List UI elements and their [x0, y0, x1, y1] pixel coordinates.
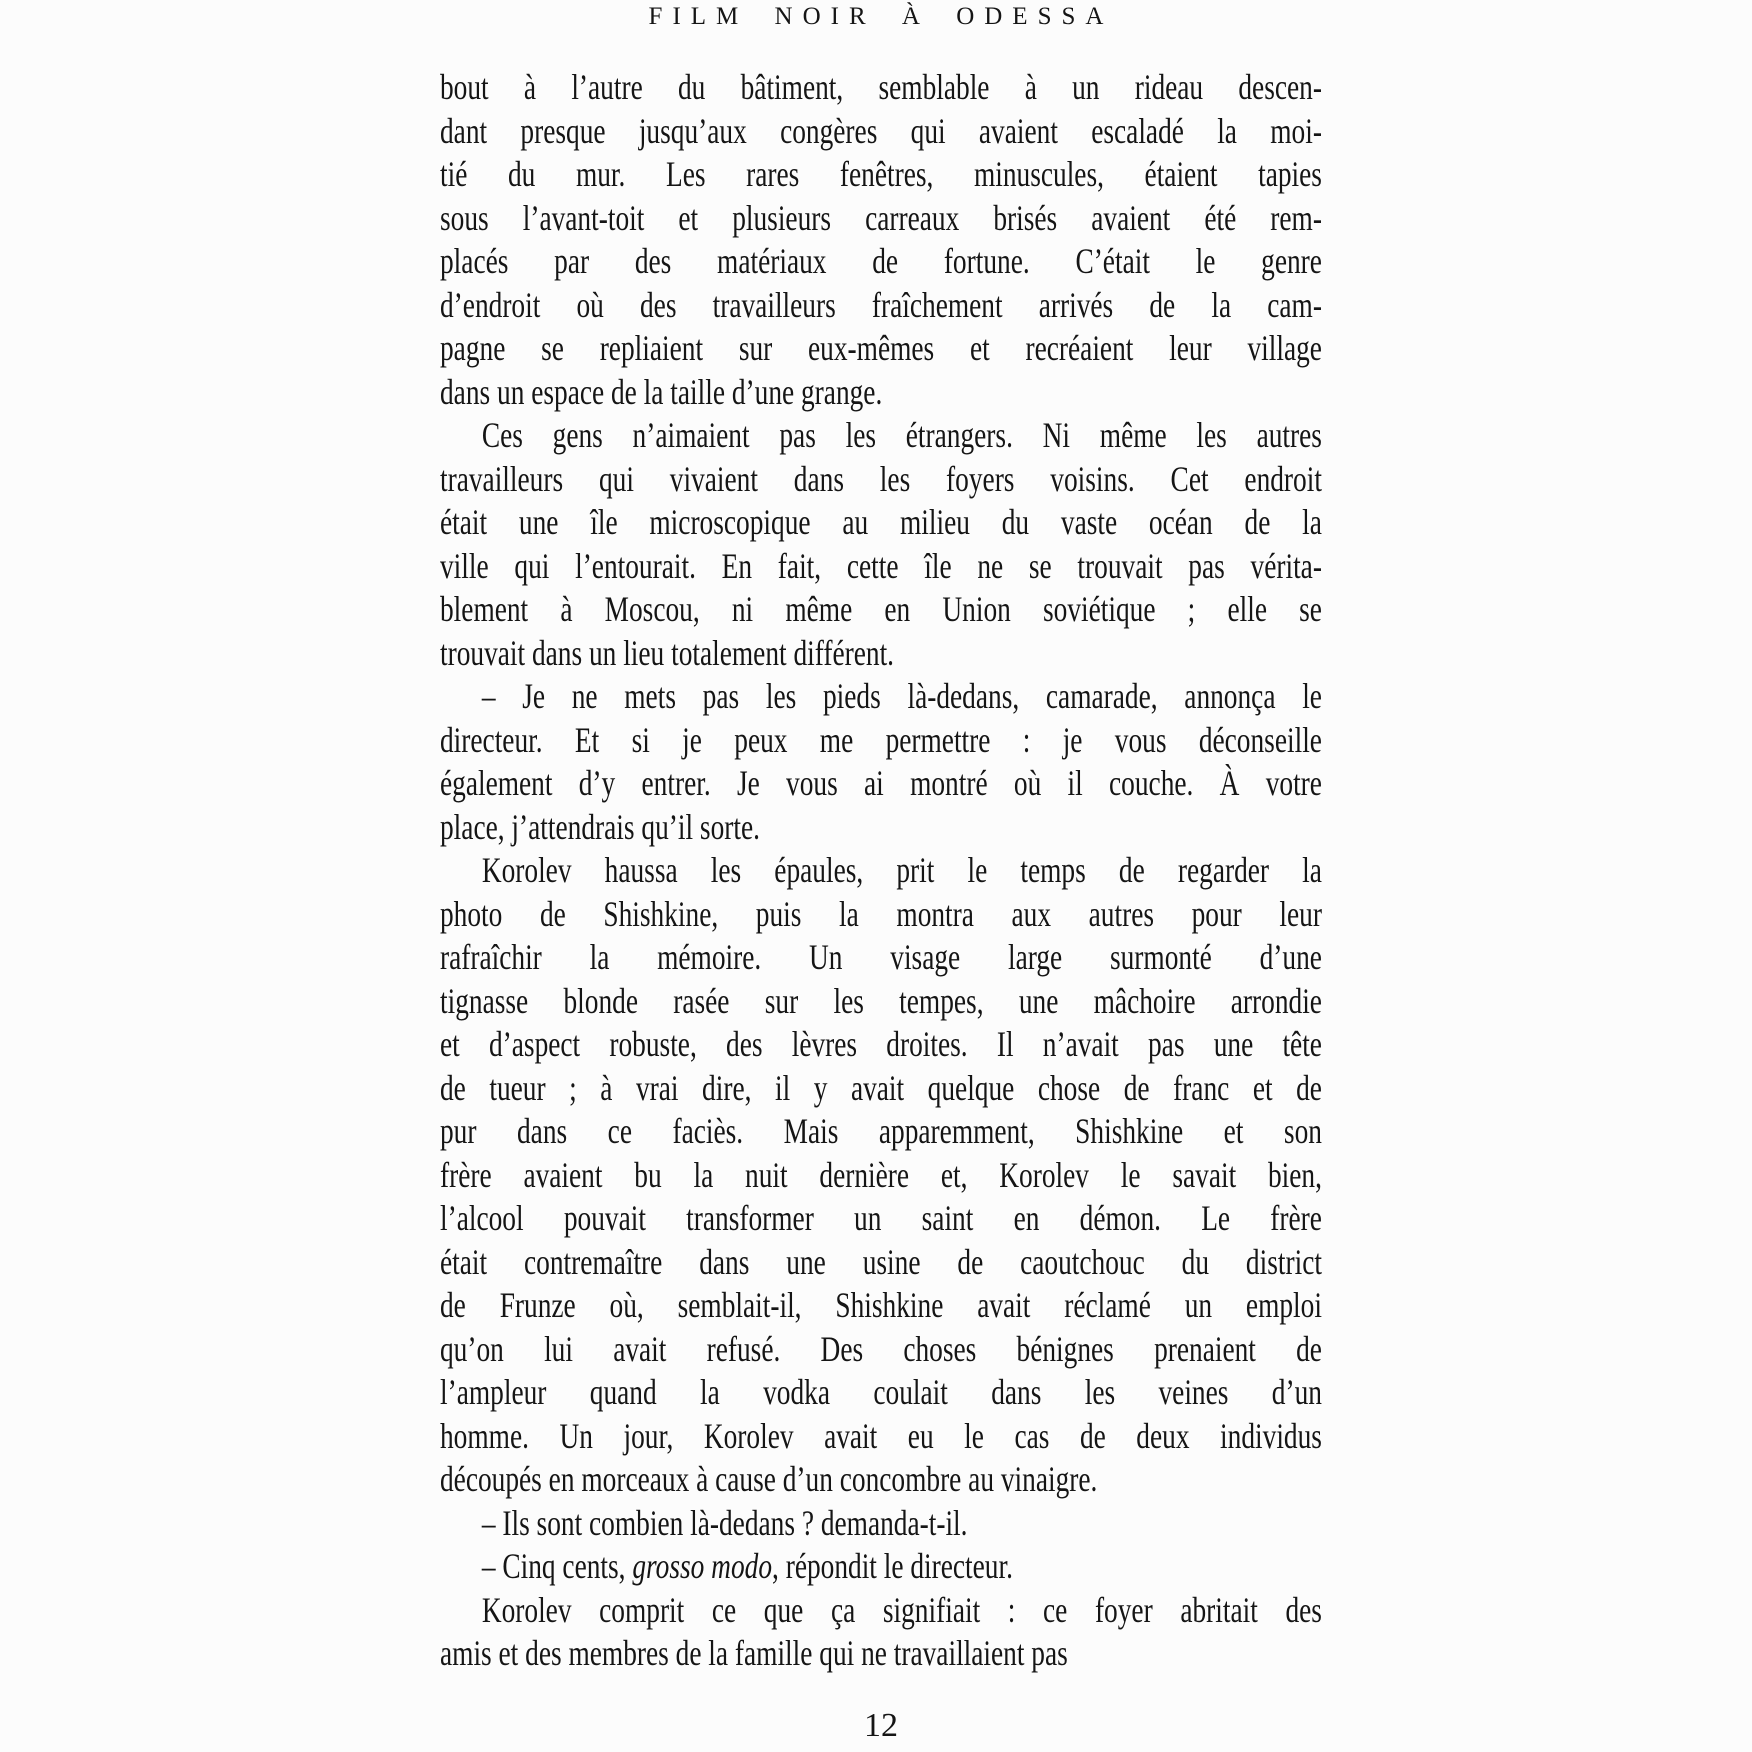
text-line: et d’aspect robuste, des lèvres droites. Il n’avait pas une tête [440, 1024, 1322, 1064]
text-line: rafraîchir la mémoire. Un visage large surmonté d’une [440, 937, 1322, 977]
running-header: FILM NOIR À ODESSA [648, 3, 1114, 30]
paragraph [440, 1502, 1322, 1546]
text-line: également d’y entrer. Je vous ai montré où il couche. À votre [440, 763, 1322, 803]
text-line: travailleurs qui vivaient dans les foyers voisins. Cet endroit [440, 458, 1322, 499]
text-segment: , répondit le directeur. [772, 1546, 1013, 1586]
text-line: homme. Un jour, Korolev avait eu le cas de deux individus [440, 1415, 1322, 1456]
text-line: était une île microscopique au milieu du vaste océan de la [440, 502, 1322, 542]
text-line: de tueur ; à vrai dire, il y avait quelque chose de franc et de [440, 1067, 1322, 1108]
paragraph [440, 66, 1322, 414]
text-line: de Frunze où, semblait-il, Shishkine avait réclamé un emploi [440, 1285, 1322, 1325]
text-line: découpés en morceaux à cause d’un concombre au vinaigre. [440, 1459, 1098, 1499]
text-line: tié du mur. Les rares fenêtres, minuscules, étaient tapies [440, 154, 1322, 194]
text-line: trouvait dans un lieu totalement différent. [440, 632, 895, 673]
text-segment: – Cinq cents, [481, 1546, 633, 1586]
text-line: photo de Shishkine, puis la montra aux autres pour leur [440, 893, 1322, 934]
text-line: d’endroit où des travailleurs fraîchement arrivés de la cam- [440, 284, 1322, 325]
text-line: l’ampleur quand la vodka coulait dans les veines d’un [440, 1372, 1322, 1412]
text-line: bout à l’autre du bâtiment, semblable à un rideau descen- [440, 67, 1322, 107]
text-line: qu’on lui avait refusé. Des choses bénignes prenaient de [440, 1328, 1322, 1369]
text-line: dant presque jusqu’aux congères qui avaient escaladé la moi- [440, 110, 1322, 151]
page-number: 12 [864, 1707, 898, 1744]
text-line: blement à Moscou, ni même en Union soviétique ; elle se [440, 589, 1322, 629]
text-line: tignasse blonde rasée sur les tempes, une mâchoire arrondie [440, 980, 1322, 1021]
text-line: Ces gens n’aimaient pas les étrangers. Ni même les autres [481, 415, 1322, 455]
text-line: ville qui l’entourait. En fait, cette île ne se trouvait pas vérita- [440, 545, 1322, 586]
text-line [440, 1545, 1322, 1589]
text-line: pur dans ce faciès. Mais apparemment, Shishkine et son [440, 1111, 1322, 1151]
text-line: pagne se repliaient sur eux-mêmes et recréaient leur village [440, 328, 1322, 368]
text-column [440, 0, 1322, 1752]
text-line: place, j’attendrais qu’il sorte. [440, 806, 760, 847]
text-line: – Ils sont combien là-dedans ? demanda-t-il. [481, 1502, 968, 1543]
italic-phrase: grosso modo [632, 1546, 773, 1586]
text-line: Korolev comprit ce que ça signifiait : ce foyer abritait des [481, 1589, 1322, 1630]
paragraph [440, 1545, 1322, 1589]
paragraph [440, 414, 1322, 675]
text-line: l’alcool pouvait transformer un saint en démon. Le frère [440, 1198, 1322, 1238]
body-text [440, 66, 1322, 1676]
text-line: dans un espace de la taille d’une grange. [440, 371, 883, 412]
text-line: était contremaître dans une usine de caoutchouc du district [440, 1241, 1322, 1282]
text-line: placés par des matériaux de fortune. C’était le genre [440, 241, 1322, 281]
paragraph [440, 675, 1322, 849]
text-line: – Je ne mets pas les pieds là-dedans, camarade, annonça le [481, 676, 1322, 716]
paragraph [440, 849, 1322, 1502]
text-line: amis et des membres de la famille qui ne travaillaient pas [440, 1633, 1068, 1673]
text-line: directeur. Et si je peux me permettre : je vous déconseille [440, 719, 1322, 760]
text-line: frère avaient bu la nuit dernière et, Korolev le savait bien, [440, 1154, 1322, 1195]
paragraph [440, 1589, 1322, 1676]
text-line: Korolev haussa les épaules, prit le temps de regarder la [481, 850, 1322, 890]
text-line: sous l’avant-toit et plusieurs carreaux brisés avaient été rem- [440, 197, 1322, 238]
